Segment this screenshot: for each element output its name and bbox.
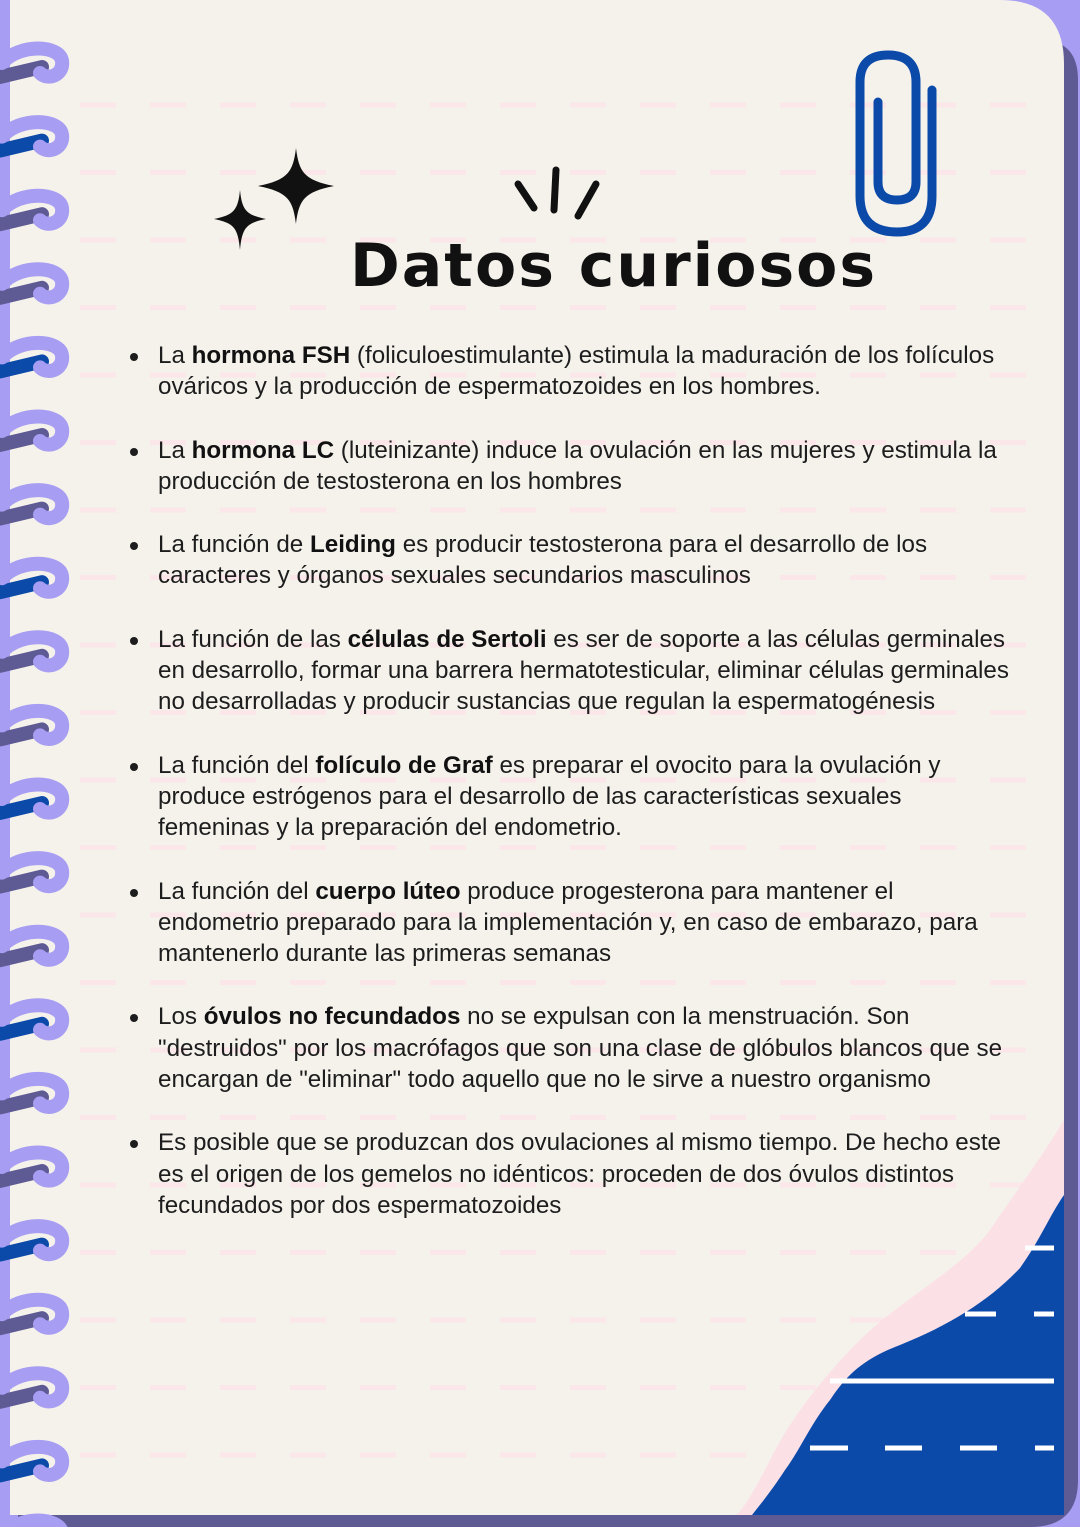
- fact-text: no se expulsan con la menstruación. Son "destruidos" por los macrófagos que son una clase de glóbulos blancos que se encargan de "eliminar" todo aquello que no le sirve a nuestro organismo: [158, 1003, 1003, 1094]
- fact-text: es ser de soporte a las células germinales en desarrollo, formar una barrera hermatotesticular, eliminar células germinales no desarrolladas y producir sustancias que regulan la espermatogénesis: [158, 625, 1009, 716]
- fact-term: óvulos no fecundados: [203, 1003, 461, 1031]
- fact-text: Los: [158, 1003, 204, 1031]
- fact-term: cuerpo lúteo: [315, 877, 461, 905]
- fact-item: [130, 1001, 1010, 1095]
- fact-item: [130, 1127, 1010, 1221]
- fact-term: Leiding: [309, 531, 396, 559]
- fact-term: células de Sertoli: [347, 625, 547, 653]
- fact-item: [130, 624, 1010, 718]
- fact-text: La función de: [158, 531, 310, 559]
- facts-list: [130, 340, 1010, 1221]
- fact-term: hormona LC: [191, 436, 335, 464]
- fact-text: La función del: [158, 751, 316, 779]
- fact-item: [130, 529, 1010, 592]
- fact-text: es preparar el ovocito para la ovulación y produce estrógenos para el desarrollo de las características sexuales femeninas y la preparación del endometrio.: [158, 751, 941, 842]
- fact-text: La: [158, 436, 192, 464]
- fact-text: La función del: [158, 877, 316, 905]
- fact-term: hormona FSH: [191, 342, 351, 369]
- fact-text: produce progesterona para mantener el endometrio preparado para la implementación y, en caso de embarazo, para mantenerlo durante las primeras semanas: [158, 877, 978, 968]
- fact-item: [130, 750, 1010, 844]
- fact-item: [130, 435, 1010, 498]
- fact-text: es producir testosterona para el desarrollo de los caracteres y órganos sexuales secundarios masculinos: [158, 531, 928, 590]
- fact-text: (foliculoestimulante) estimula la maduración de los folículos ováricos y la producción de espermatozoides en los hombres.: [158, 342, 995, 401]
- fact-term: folículo de Graf: [315, 751, 493, 779]
- fact-item: [130, 876, 1010, 970]
- fact-text: (luteinizante) induce la ovulación en las mujeres y estimula la producción de testosterona en los hombres: [158, 436, 997, 495]
- fact-item: [130, 340, 1010, 403]
- fact-text: Es posible que se produzcan dos ovulaciones al mismo tiempo. De hecho este es el origen de los gemelos no idénticos: proceden de dos óvulos distintos fecundados por dos espermatozoides: [158, 1129, 1002, 1219]
- page-title: Datos curiosos: [350, 231, 878, 301]
- spiral-binding-icon: [0, 49, 62, 1527]
- fact-text: La: [158, 342, 192, 369]
- fact-text: La función de las: [158, 625, 348, 653]
